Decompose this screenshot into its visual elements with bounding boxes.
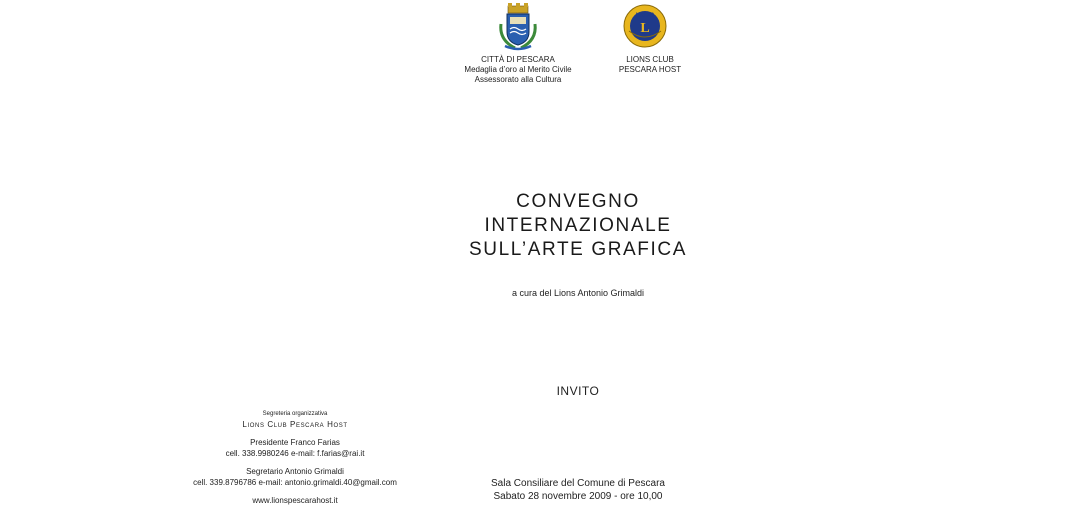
city-caption (448, 55, 588, 85)
contact-heading: Segreteria organizzativa (262, 411, 328, 417)
president-contact: cell. 338.9980246 e-mail: f.farias@rai.it (225, 449, 365, 458)
invite-label: INVITO (556, 384, 600, 398)
lions-emblem (623, 3, 667, 49)
website-link[interactable]: www.lionspescarahost.it (252, 496, 338, 505)
city-department: Assessorato alla Cultura (474, 75, 562, 84)
lions-caption (600, 55, 700, 75)
date-line: Sabato 28 novembre 2009 - ore 10,00 (493, 491, 663, 502)
venue-line: Sala Consiliare del Comune di Pescara (491, 478, 665, 489)
secretary-name: Segretario Antonio Grimaldi (246, 467, 344, 476)
contact-club: Lions Club Pescara Host (242, 420, 348, 429)
president-name: Presidente Franco Farias (250, 438, 340, 447)
venue-info (440, 477, 716, 503)
lions-emblem-text: LIONS (635, 13, 655, 19)
city-emblem (493, 2, 543, 52)
title-line-1: CONVEGNO (516, 191, 640, 212)
city-name: CITTÀ DI PESCARA (481, 55, 555, 64)
curator-line: a cura del Lions Antonio Grimaldi (511, 288, 645, 298)
title-line-2: INTERNAZIONALE (484, 215, 672, 236)
contact-block (160, 410, 430, 506)
city-medal: Medaglia d’oro al Merito Civile (464, 65, 572, 74)
lions-club-name: LIONS CLUB (626, 55, 674, 64)
lions-club-location: PESCARA HOST (618, 65, 682, 74)
svg-text:L: L (640, 21, 650, 36)
secretary-contact: cell. 339.8796786 e-mail: antonio.grimaldi.40@gmail.com (193, 478, 397, 487)
event-title (420, 190, 736, 262)
title-line-3: SULL’ARTE GRAFICA (469, 239, 687, 260)
